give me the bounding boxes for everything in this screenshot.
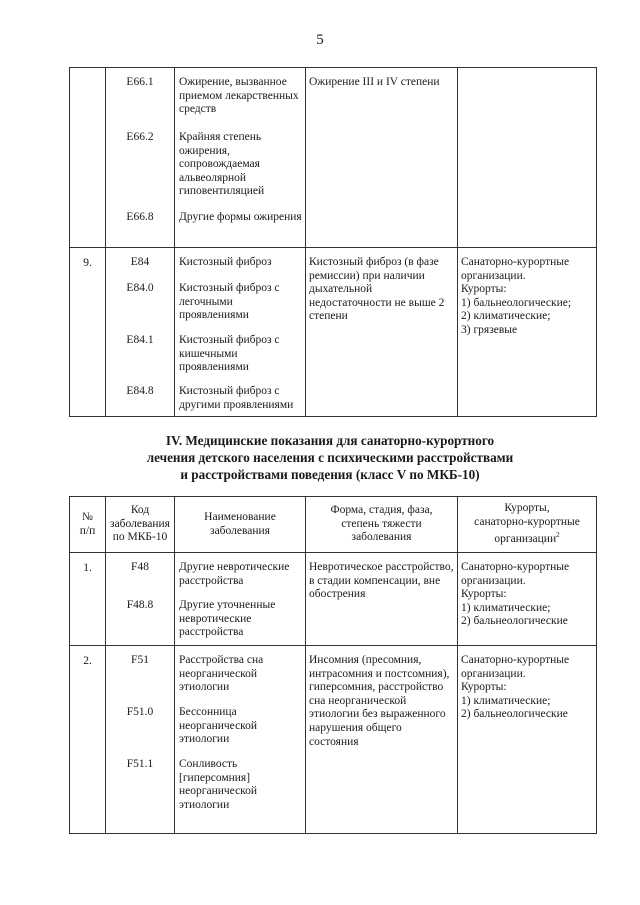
disease-name-cell bbox=[175, 248, 306, 417]
disease-name: Кистозный фиброз с другими проявлениями bbox=[179, 385, 294, 411]
table-header-row bbox=[70, 497, 597, 553]
form-cell: Инсомния (пресомния, интрасомния и постсомния), гиперсомния, расстройство сна неорганической этиологии без выраженного нарушения общего состояния bbox=[306, 646, 458, 834]
disease-name-cell bbox=[175, 68, 306, 248]
disease-name: Кистозный фиброз с легочными проявлениями bbox=[179, 282, 280, 322]
disease-name-cell bbox=[175, 553, 306, 646]
section-title-line: и расстройствами поведения (класс V по МКБ-10) bbox=[180, 467, 480, 482]
resort-line: Курорты: bbox=[461, 588, 507, 601]
icd-code: F48.8 bbox=[126, 599, 154, 611]
disease-name: Другие уточненные невротические расстройства bbox=[179, 599, 276, 639]
row-number: 2. bbox=[70, 646, 106, 834]
section-title bbox=[70, 432, 590, 483]
form-cell: Кистозный фиброз (в фазе ремиссии) при наличии дыхательной недостаточности не выше 2 степени bbox=[306, 248, 458, 417]
resort-line: 3) грязевые bbox=[461, 323, 518, 336]
resorts-cell bbox=[458, 646, 597, 834]
code-cell bbox=[106, 248, 175, 417]
disease-name: Другие невротические расстройства bbox=[179, 561, 290, 587]
code-cell bbox=[106, 68, 175, 248]
table-top bbox=[69, 67, 597, 417]
icd-code: E84 bbox=[130, 256, 150, 268]
disease-name: Кистозный фиброз с кишечными проявлениями bbox=[179, 334, 280, 374]
resort-line: Курорты: bbox=[461, 681, 507, 694]
icd-code: E84.1 bbox=[126, 334, 154, 346]
icd-code: F51.1 bbox=[126, 758, 154, 770]
section-title-line: IV. Медицинские показания для санаторно-курортного bbox=[165, 433, 495, 448]
resort-line: 2) климатические; bbox=[461, 310, 551, 323]
icd-code: F51.0 bbox=[126, 706, 154, 718]
resort-line: Санаторно-курортные организации. bbox=[461, 256, 570, 282]
form-cell: Невротическое расстройство, в стадии компенсации, вне обострения bbox=[306, 553, 458, 646]
header-form: Форма, стадия, фаза, степень тяжести заболевания bbox=[306, 497, 458, 553]
code-cell bbox=[106, 553, 175, 646]
disease-name-cell bbox=[175, 646, 306, 834]
icd-code: E84.0 bbox=[126, 282, 154, 294]
header-code: Код заболевания по МКБ-10 bbox=[106, 497, 175, 553]
row-number bbox=[70, 68, 106, 248]
table-row bbox=[70, 553, 597, 646]
disease-name: Сонливость [гиперсомния] неорганической этиологии bbox=[179, 758, 258, 811]
footnote-marker: 2 bbox=[556, 531, 560, 540]
table-psychiatric bbox=[69, 496, 597, 834]
table-row bbox=[70, 68, 597, 248]
resort-line: 2) бальнеологические bbox=[461, 615, 568, 628]
resorts-cell bbox=[458, 553, 597, 646]
resort-line: 1) климатические; bbox=[461, 694, 551, 707]
resort-line: 1) бальнеологические; bbox=[461, 296, 572, 309]
resort-line: Санаторно-курортные организации. bbox=[461, 654, 570, 680]
disease-name: Другие формы ожирения bbox=[179, 211, 302, 223]
resort-line: 1) климатические; bbox=[461, 601, 551, 614]
resort-line: Санаторно-курортные организации. bbox=[461, 561, 570, 587]
icd-code: E84.8 bbox=[126, 385, 154, 397]
header-name: Наименование заболевания bbox=[175, 497, 306, 553]
table-row bbox=[70, 646, 597, 834]
resort-line: 2) бальнеологические bbox=[461, 708, 568, 721]
table-row bbox=[70, 248, 597, 417]
disease-name: Крайняя степень ожирения, сопровождаемая альвеолярной гиповентиляцией bbox=[179, 131, 265, 198]
section-title-line: лечения детского населения с психическими расстройствами bbox=[146, 450, 514, 465]
code-cell bbox=[106, 646, 175, 834]
row-number: 9. bbox=[70, 248, 106, 417]
resorts-cell bbox=[458, 68, 597, 248]
icd-code: F51 bbox=[131, 654, 149, 666]
disease-name: Расстройства сна неорганической этиологии bbox=[179, 654, 264, 694]
disease-name: Бессонница неорганической этиологии bbox=[179, 706, 258, 746]
icd-code: E66.8 bbox=[126, 211, 154, 223]
header-resorts: Курорты, санаторно-курортные организации$^2$ bbox=[458, 497, 597, 553]
resort-line: Курорты: bbox=[461, 283, 507, 296]
row-number: 1. bbox=[70, 553, 106, 646]
icd-code: E66.2 bbox=[126, 131, 154, 143]
resorts-cell bbox=[458, 248, 597, 417]
form-cell: Ожирение III и IV степени bbox=[306, 68, 458, 248]
icd-code: E66.1 bbox=[126, 76, 154, 88]
header-num: № п/п bbox=[70, 497, 106, 553]
disease-name: Ожирение, вызванное приемом лекарственных средств bbox=[179, 76, 299, 116]
page-number: 5 bbox=[316, 32, 324, 48]
disease-name: Кистозный фиброз bbox=[179, 256, 272, 268]
icd-code: F48 bbox=[131, 561, 149, 573]
